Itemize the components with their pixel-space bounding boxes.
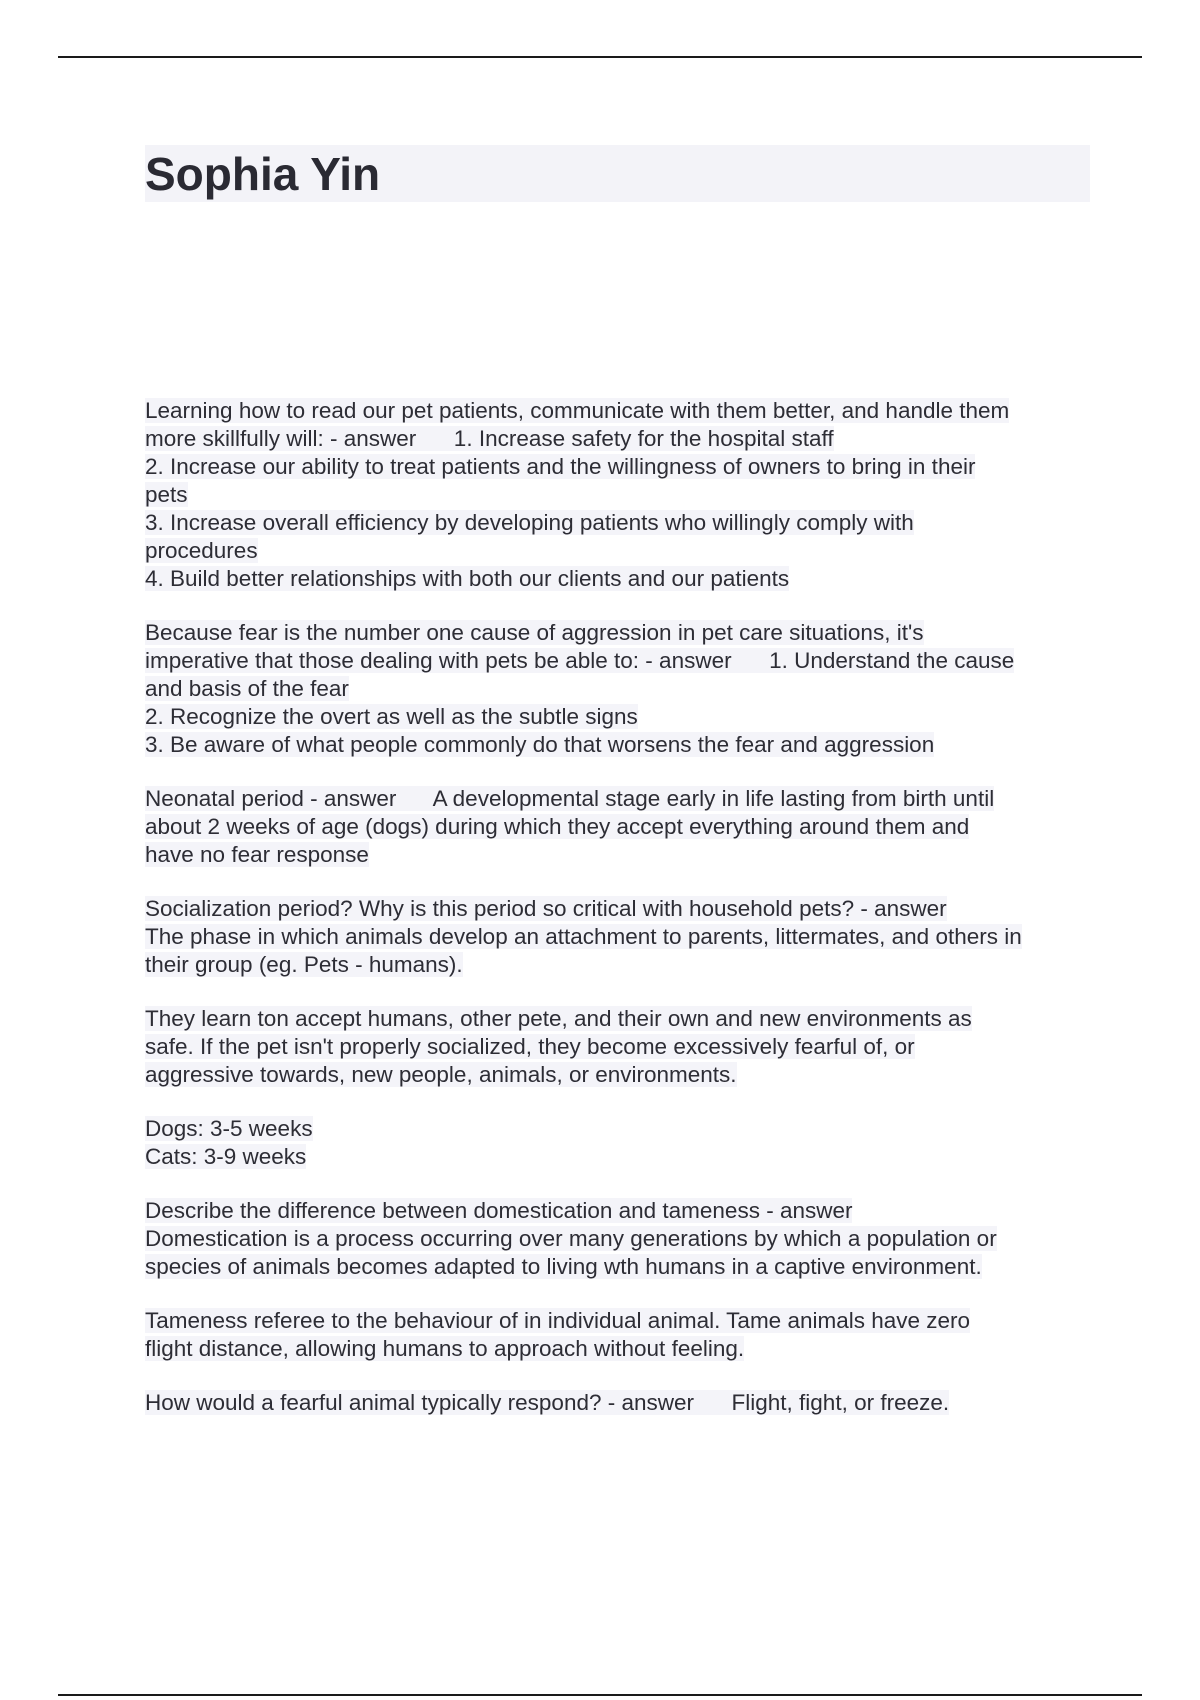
qa-block [145, 1389, 1095, 1417]
text-line [145, 895, 1095, 923]
line-text: their group (eg. Pets - humans). [145, 952, 463, 977]
qa-content [145, 397, 1095, 1443]
text-line [145, 1253, 1095, 1281]
text-line [145, 481, 1095, 509]
line-text: Domestication is a process occurring over many generations by which a population or [145, 1226, 997, 1251]
text-line [145, 537, 1095, 565]
text-line [145, 425, 1095, 453]
text-line [145, 1197, 1095, 1225]
text-line [145, 397, 1095, 425]
line-text: 2. Increase our ability to treat patients and the willingness of owners to bring in their [145, 454, 976, 479]
text-line [145, 1061, 1095, 1089]
text-line [145, 647, 1095, 675]
text-line [145, 619, 1095, 647]
line-text: imperative that those dealing with pets be able to: - answer 1. Understand the cause [145, 648, 1015, 673]
qa-block [145, 895, 1095, 979]
text-line [145, 509, 1095, 537]
text-line [145, 1307, 1095, 1335]
line-text: 4. Build better relationships with both our clients and our patients [145, 566, 790, 591]
qa-block [145, 619, 1095, 759]
line-text: procedures [145, 538, 258, 563]
line-text: about 2 weeks of age (dogs) during which they accept everything around them and [145, 814, 970, 839]
line-text: more skillfully will: - answer 1. Increase safety for the hospital staff [145, 426, 834, 451]
line-text: 3. Increase overall efficiency by developing patients who willingly comply with [145, 510, 914, 535]
top-divider [58, 56, 1142, 58]
line-text: Socialization period? Why is this period so critical with household pets? - answer [145, 896, 947, 921]
text-line [145, 1335, 1095, 1363]
line-text: Dogs: 3-5 weeks [145, 1116, 313, 1141]
bottom-divider [58, 1694, 1142, 1696]
text-line [145, 453, 1095, 481]
line-text: The phase in which animals develop an attachment to parents, littermates, and others in [145, 924, 1022, 949]
text-line [145, 1143, 1095, 1171]
line-text: Tameness referee to the behaviour of in individual animal. Tame animals have zero [145, 1308, 971, 1333]
text-line [145, 731, 1095, 759]
line-text: 3. Be aware of what people commonly do that worsens the fear and aggression [145, 732, 935, 757]
line-text: pets [145, 482, 188, 507]
text-line [145, 813, 1095, 841]
qa-block [145, 785, 1095, 869]
text-line [145, 565, 1095, 593]
line-text: Describe the difference between domestication and tameness - answer [145, 1198, 853, 1223]
text-line [145, 675, 1095, 703]
text-line [145, 923, 1095, 951]
line-text: have no fear response [145, 842, 369, 867]
line-text: 2. Recognize the overt as well as the subtle signs [145, 704, 638, 729]
page-title: Sophia Yin [145, 148, 381, 200]
line-text: Neonatal period - answer A developmental stage early in life lasting from birth until [145, 786, 995, 811]
text-line [145, 951, 1095, 979]
text-line [145, 1225, 1095, 1253]
qa-block [145, 1005, 1095, 1089]
qa-block [145, 1307, 1095, 1363]
line-text: safe. If the pet isn't properly socialized, they become excessively fearful of, or [145, 1034, 915, 1059]
text-line [145, 785, 1095, 813]
line-text: species of animals becomes adapted to living wth humans in a captive environment. [145, 1254, 982, 1279]
qa-block [145, 1197, 1095, 1281]
text-line [145, 841, 1095, 869]
line-text: Because fear is the number one cause of aggression in pet care situations, it's [145, 620, 924, 645]
line-text: How would a fearful animal typically respond? - answer Flight, fight, or freeze. [145, 1390, 950, 1415]
line-text: Cats: 3-9 weeks [145, 1144, 307, 1169]
qa-block [145, 397, 1095, 593]
line-text: They learn ton accept humans, other pete, and their own and new environments as [145, 1006, 972, 1031]
text-line [145, 1115, 1095, 1143]
line-text: aggressive towards, new people, animals, or environments. [145, 1062, 737, 1087]
line-text: Learning how to read our pet patients, communicate with them better, and handle them [145, 398, 1010, 423]
text-line [145, 1033, 1095, 1061]
text-line [145, 703, 1095, 731]
qa-block [145, 1115, 1095, 1171]
line-text: flight distance, allowing humans to approach without feeling. [145, 1336, 745, 1361]
line-text: and basis of the fear [145, 676, 349, 701]
text-line [145, 1389, 1095, 1417]
text-line [145, 1005, 1095, 1033]
